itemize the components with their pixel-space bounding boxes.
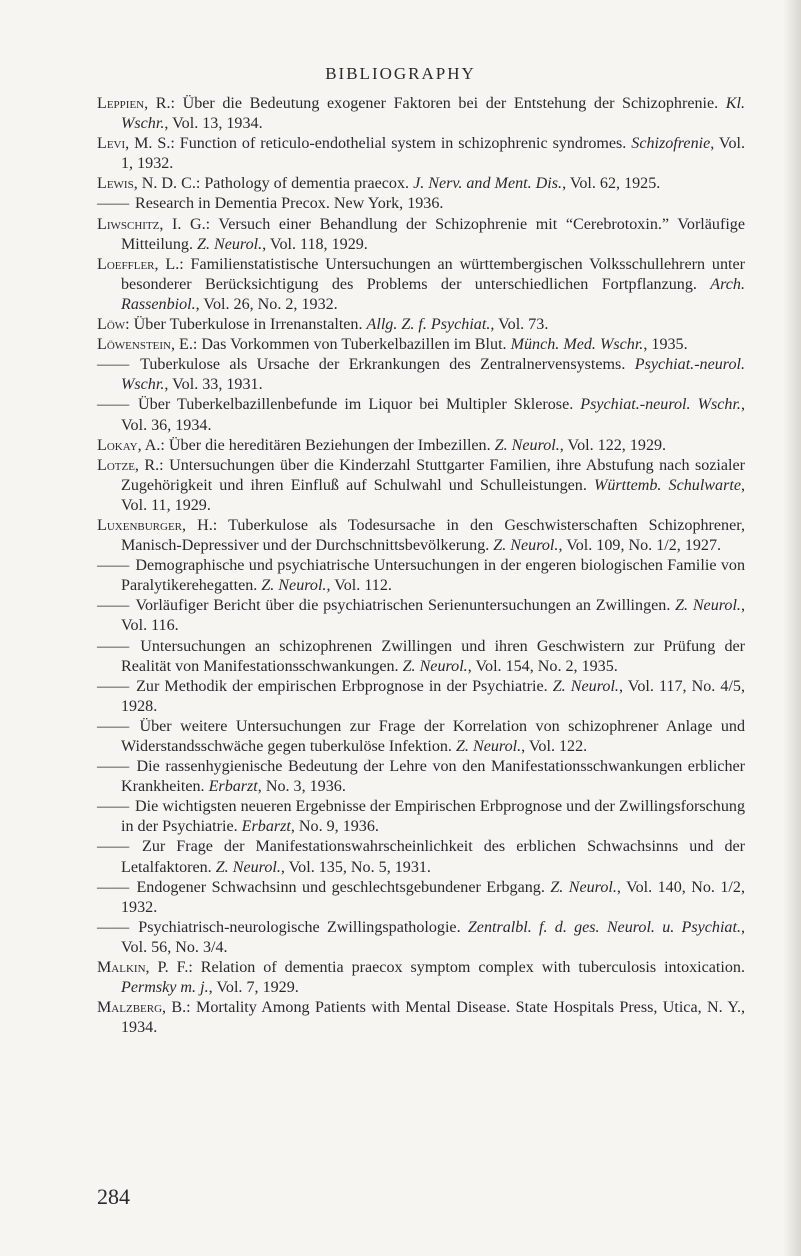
- page-number: 284: [97, 1184, 130, 1209]
- entry-title: Pathology of dementia praecox.: [200, 175, 414, 193]
- entry-journal: Münch. Med. Wschr.: [510, 336, 644, 354]
- entry-author: Malkin, P. F.:: [97, 959, 193, 977]
- entry-journal: Erbarzt: [241, 818, 291, 836]
- page-header: BIBLIOGRAPHY: [325, 64, 476, 83]
- bibliography-entry: [97, 174, 745, 194]
- bibliography-entry: [97, 837, 745, 877]
- entry-title: Untersuchungen über die Kinderzahl Stuttgarter Familien, ihre Abstufung nach sozialer Zugehörigkeit und ihren Einfluß auf Schulwahl und Schulleistungen.: [121, 456, 745, 494]
- entry-details: , 1935.: [643, 336, 688, 354]
- entry-details: , Vol. 140, No. 1/2, 1932.: [121, 878, 745, 916]
- entry-title: Mortality Among Patients with Mental Disease. State Hospitals Press, Utica, N. Y., 1934.: [121, 999, 745, 1037]
- entry-title: Über die Bedeutung exogener Faktoren bei der Entstehung der Schizophrenie.: [174, 95, 726, 112]
- bibliography-entry: [97, 797, 745, 837]
- entry-title: Endogener Schwachsinn und geschlechtsgebundener Erbgang.: [131, 878, 551, 896]
- same-author-dash: ——: [97, 717, 130, 735]
- entry-details: , Vol. 26, No. 2, 1932.: [195, 295, 338, 313]
- same-author-dash: ——: [97, 677, 130, 695]
- bibliography-entry: [97, 596, 745, 636]
- entry-journal: Psychiat.-neurol. Wschr.: [580, 396, 741, 414]
- entry-title: Tuberkulose als Todesursache in den Geschwisterschaften Schizophrener, Manisch-Depressiver und der Durchschnittsbevölkerung.: [121, 516, 745, 555]
- entry-details: , Vol. 62, 1925.: [562, 175, 661, 193]
- entry-title: Demographische und psychiatrische Untersuchungen in der engeren biologischen Familie von Paralytikerehegatten.: [121, 557, 745, 595]
- bibliography-entry: [97, 436, 745, 456]
- entry-journal: Z. Neurol.: [494, 436, 560, 454]
- entry-title: Über Tuberkulose in Irrenanstalten.: [129, 316, 367, 334]
- entry-journal: Allg. Z. f. Psychiat.: [366, 316, 491, 334]
- bibliography-list: [97, 94, 745, 1038]
- same-author-dash: ——: [97, 557, 130, 575]
- bibliography-entry: [97, 215, 745, 255]
- entry-author: Loeffler, L.:: [97, 255, 184, 273]
- same-author-dash: ——: [97, 918, 130, 936]
- entry-journal: Zentralbl. f. d. ges. Neurol. u. Psychiat.: [467, 918, 741, 936]
- bibliography-entry: [97, 918, 745, 958]
- same-author-dash: ——: [97, 758, 130, 776]
- entry-title: Relation of dementia praecox symptom complex with tuberculosis intoxication.: [192, 959, 745, 977]
- bibliography-entry: [97, 355, 745, 395]
- entry-journal: Z. Neurol.: [550, 878, 617, 896]
- same-author-dash: ——: [97, 838, 130, 856]
- entry-author: Lotze, R.:: [97, 456, 164, 474]
- entry-journal: Z. Neurol.: [675, 597, 741, 615]
- entry-details: , Vol. 112.: [326, 577, 392, 595]
- entry-journal: Erbarzt: [208, 778, 258, 796]
- entry-details: , Vol. 117, No. 4/5, 1928.: [121, 677, 745, 715]
- entry-details: , Vol. 135, No. 5, 1931.: [280, 858, 431, 876]
- entry-author: Levi, M. S.:: [97, 135, 175, 153]
- same-author-dash: ——: [97, 878, 130, 896]
- entry-journal: Württemb. Schulwarte: [593, 476, 741, 494]
- entry-details: , No. 3, 1936.: [257, 778, 346, 796]
- entry-title: Die wichtigsten neueren Ergebnisse der Empirischen Erbprognose und der Zwillingsforschung in der Psychiatrie.: [121, 798, 745, 836]
- entry-title: Vorläufiger Bericht über die psychiatrischen Serienuntersuchungen an Zwillingen.: [131, 597, 676, 615]
- entry-journal: Z. Neurol.: [402, 657, 468, 675]
- entry-journal: Z. Neurol.: [215, 858, 281, 876]
- entry-details: , Vol. 122.: [521, 738, 588, 755]
- entry-author: Lokay, A.:: [97, 436, 165, 454]
- entry-details: , Vol. 56, No. 3/4.: [121, 918, 745, 956]
- entry-journal: Z. Neurol.: [261, 577, 327, 595]
- entry-title: Über die hereditären Beziehungen der Imbezillen.: [164, 436, 495, 454]
- entry-journal: Schizofrenie: [631, 135, 711, 153]
- entry-journal: Permsky m. j.: [121, 979, 209, 997]
- entry-author: Liwschitz, I. G.:: [97, 215, 211, 233]
- bibliography-entry: [97, 335, 745, 355]
- same-author-dash: ——: [97, 798, 130, 816]
- bibliography-entry: [97, 717, 745, 757]
- entry-details: , Vol. 7, 1929.: [208, 979, 299, 997]
- entry-journal: Z. Neurol.: [197, 235, 263, 253]
- entry-journal: Arch. Rassenbiol.: [121, 275, 745, 313]
- entry-details: , Vol. 1, 1932.: [121, 135, 745, 173]
- entry-title: Research in Dementia Precox. New York, 1936.: [131, 195, 444, 213]
- entry-details: , Vol. 73.: [490, 316, 549, 334]
- entry-author: Malzberg, B.:: [97, 999, 191, 1017]
- entry-details: , Vol. 109, No. 1/2, 1927.: [558, 537, 722, 555]
- bibliography-entry: [97, 315, 745, 335]
- entry-details: , Vol. 13, 1934.: [164, 115, 263, 133]
- bibliography-entry: [97, 556, 745, 596]
- same-author-dash: ——: [97, 396, 130, 414]
- entry-author: Leppien, R.:: [97, 95, 175, 112]
- entry-title: Tuberkulose als Ursache der Erkrankungen des Zentralnervensystems.: [131, 356, 635, 374]
- same-author-dash: ——: [97, 356, 130, 374]
- bibliography-entry: [97, 456, 745, 516]
- entry-author: Lewis, N. D. C.:: [97, 175, 201, 193]
- entry-author: Löwenstein, E.:: [97, 336, 198, 354]
- entry-title: Function of reticulo-endothelial system in schizophrenic syndromes.: [174, 135, 632, 153]
- entry-journal: Psychiat.-neurol. Wschr.: [121, 356, 745, 394]
- entry-title: Familienstatistische Untersuchungen an württembergischen Volksschullehrern unter besonderer Berücksichtigung des Problems der unterschiedlichen Fortpflanzung.: [121, 255, 745, 293]
- entry-journal: Z. Neurol.: [455, 738, 522, 755]
- bibliography-entry: [97, 94, 745, 134]
- bibliography-entry: [97, 757, 745, 797]
- bibliography-entry: [97, 395, 745, 435]
- entry-details: , Vol. 122, 1929.: [559, 436, 667, 454]
- entry-title: Das Vorkommen von Tuberkelbazillen im Blut.: [197, 336, 511, 354]
- bibliography-entry: [97, 134, 745, 174]
- entry-title: Versuch einer Behandlung der Schizophrenie mit “Cerebrotoxin.” Vorläufige Mitteilung.: [121, 215, 745, 253]
- entry-title: Psychiatrisch-neurologische Zwillingspathologie.: [131, 918, 468, 936]
- entry-title: Untersuchungen an schizophrenen Zwillingen und ihren Geschwistern zur Prüfung der Realität von Manifestationsschwankungen.: [121, 637, 745, 675]
- entry-title: Über weitere Untersuchungen zur Frage der Korrelation von schizophrener Anlage und Widerstandsschwäche gegen tuberkulöse Infektion.: [121, 717, 745, 755]
- entry-title: Über Tuberkelbazillenbefunde im Liquor bei Multipler Sklerose.: [131, 396, 581, 414]
- entry-author: Löw:: [97, 316, 130, 334]
- bibliography-entry: [97, 255, 745, 315]
- entry-title: Zur Methodik der empirischen Erbprognose in der Psychiatrie.: [131, 677, 553, 695]
- entry-details: , No. 9, 1936.: [290, 818, 379, 836]
- entry-details: , Vol. 11, 1929.: [121, 476, 745, 514]
- entry-author: Luxenburger, H.:: [97, 516, 218, 534]
- same-author-dash: ——: [97, 597, 130, 615]
- bibliography-entry: [97, 998, 745, 1038]
- entry-details: , Vol. 33, 1931.: [164, 376, 263, 394]
- entry-details: , Vol. 154, No. 2, 1935.: [467, 657, 618, 675]
- entry-journal: Kl. Wschr.: [121, 95, 745, 133]
- entry-details: , Vol. 118, 1929.: [262, 235, 368, 253]
- bibliography-entry: [97, 878, 745, 918]
- entry-details: , Vol. 36, 1934.: [121, 396, 745, 434]
- entry-journal: Z. Neurol.: [552, 677, 619, 695]
- bibliography-entry: [97, 637, 745, 677]
- bibliography-entry: [97, 516, 745, 556]
- same-author-dash: ——: [97, 195, 130, 213]
- entry-journal: J. Nerv. and Ment. Dis.: [413, 175, 563, 193]
- entry-journal: Z. Neurol.: [493, 537, 559, 555]
- bibliography-entry: [97, 677, 745, 717]
- entry-title: Die rassenhygienische Bedeutung der Lehre von den Manifestationsschwankungen erblicher Krankheiten.: [121, 758, 745, 796]
- page-edge-shadow: [783, 0, 801, 1256]
- bibliography-entry: [97, 958, 745, 998]
- bibliography-entry: [97, 194, 745, 214]
- entry-title: Zur Frage der Manifestationswahrscheinlichkeit des erblichen Schwachsinns und der Letalfaktoren.: [121, 838, 745, 876]
- entry-details: , Vol. 116.: [121, 597, 745, 635]
- same-author-dash: ——: [97, 637, 130, 655]
